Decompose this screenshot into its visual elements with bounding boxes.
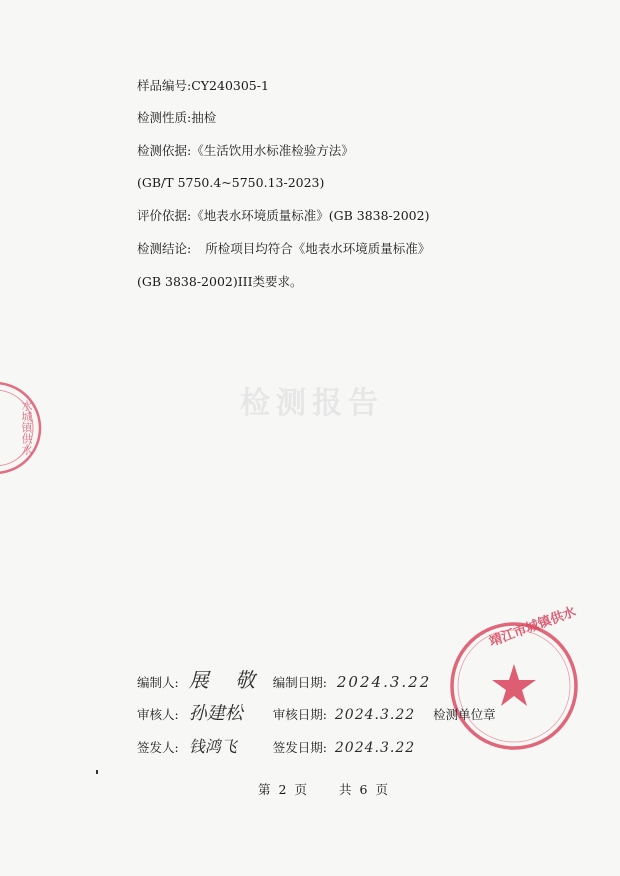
page-total: 6 <box>359 782 368 797</box>
issue-date: 2024.3.22 <box>334 740 416 756</box>
review-date-label: 审核日期: <box>272 707 327 722</box>
compiler-row <box>137 664 431 693</box>
conclusion-value: 所检项目均符合《地表水环境质量标准》 <box>205 241 431 256</box>
left-seal-text: 水城镇供水 <box>20 400 33 455</box>
sample-no-label: 样品编号: <box>137 78 192 93</box>
conclusion-line <box>137 241 430 257</box>
eval-basis-value: 《地表水环境质量标准》(GB 3838-2002) <box>191 208 430 223</box>
sample-no-value: CY240305-1 <box>191 78 269 93</box>
test-basis-continuation: (GB/T 5750.4~5750.13-2023) <box>137 175 325 190</box>
test-basis-line <box>137 143 354 159</box>
stray-mark <box>96 770 98 774</box>
test-nature-line <box>137 110 216 126</box>
test-basis-label: 检测依据: <box>137 143 192 158</box>
test-nature-label: 检测性质: <box>137 110 192 125</box>
page-word: 页 <box>294 782 307 797</box>
eval-basis-line <box>137 208 429 224</box>
test-basis-value: 《生活饮用水标准检验方法》 <box>191 143 354 158</box>
org-seal-text: 靖江市城镇供水 <box>487 604 579 650</box>
reviewer-signature: 孙建松 <box>188 703 243 724</box>
compile-date-label: 编制日期: <box>272 675 327 690</box>
issuer-signature: 钱鸿飞 <box>188 737 237 756</box>
conclusion-continuation: (GB 3838-2002)III类要求。 <box>137 274 303 289</box>
bleed-through-title: 检测报告 <box>240 386 384 421</box>
sample-no-line <box>137 78 269 94</box>
reviewer-label: 审核人: <box>137 707 179 722</box>
test-nature-value: 抽检 <box>191 110 217 125</box>
reviewer-row <box>137 699 496 725</box>
compile-date: 2024.3.22 <box>336 673 432 691</box>
conclusion-label: 检测结论: <box>137 241 192 256</box>
total-word: 页 <box>375 782 388 797</box>
issuer-label: 签发人: <box>137 740 179 755</box>
issuer-row <box>137 734 415 757</box>
compiler-label: 编制人: <box>137 675 179 690</box>
eval-basis-label: 评价依据: <box>137 208 192 223</box>
review-date: 2024.3.22 <box>334 707 416 723</box>
page-footer <box>258 780 396 798</box>
page-current: 2 <box>278 782 287 797</box>
total-prefix: 共 <box>338 782 352 797</box>
page-prefix: 第 <box>258 782 271 797</box>
issue-date-label: 签发日期: <box>272 740 327 755</box>
compiler-signature: 展 敬 <box>188 668 266 692</box>
org-seal-label: 检测单位章 <box>433 707 496 722</box>
